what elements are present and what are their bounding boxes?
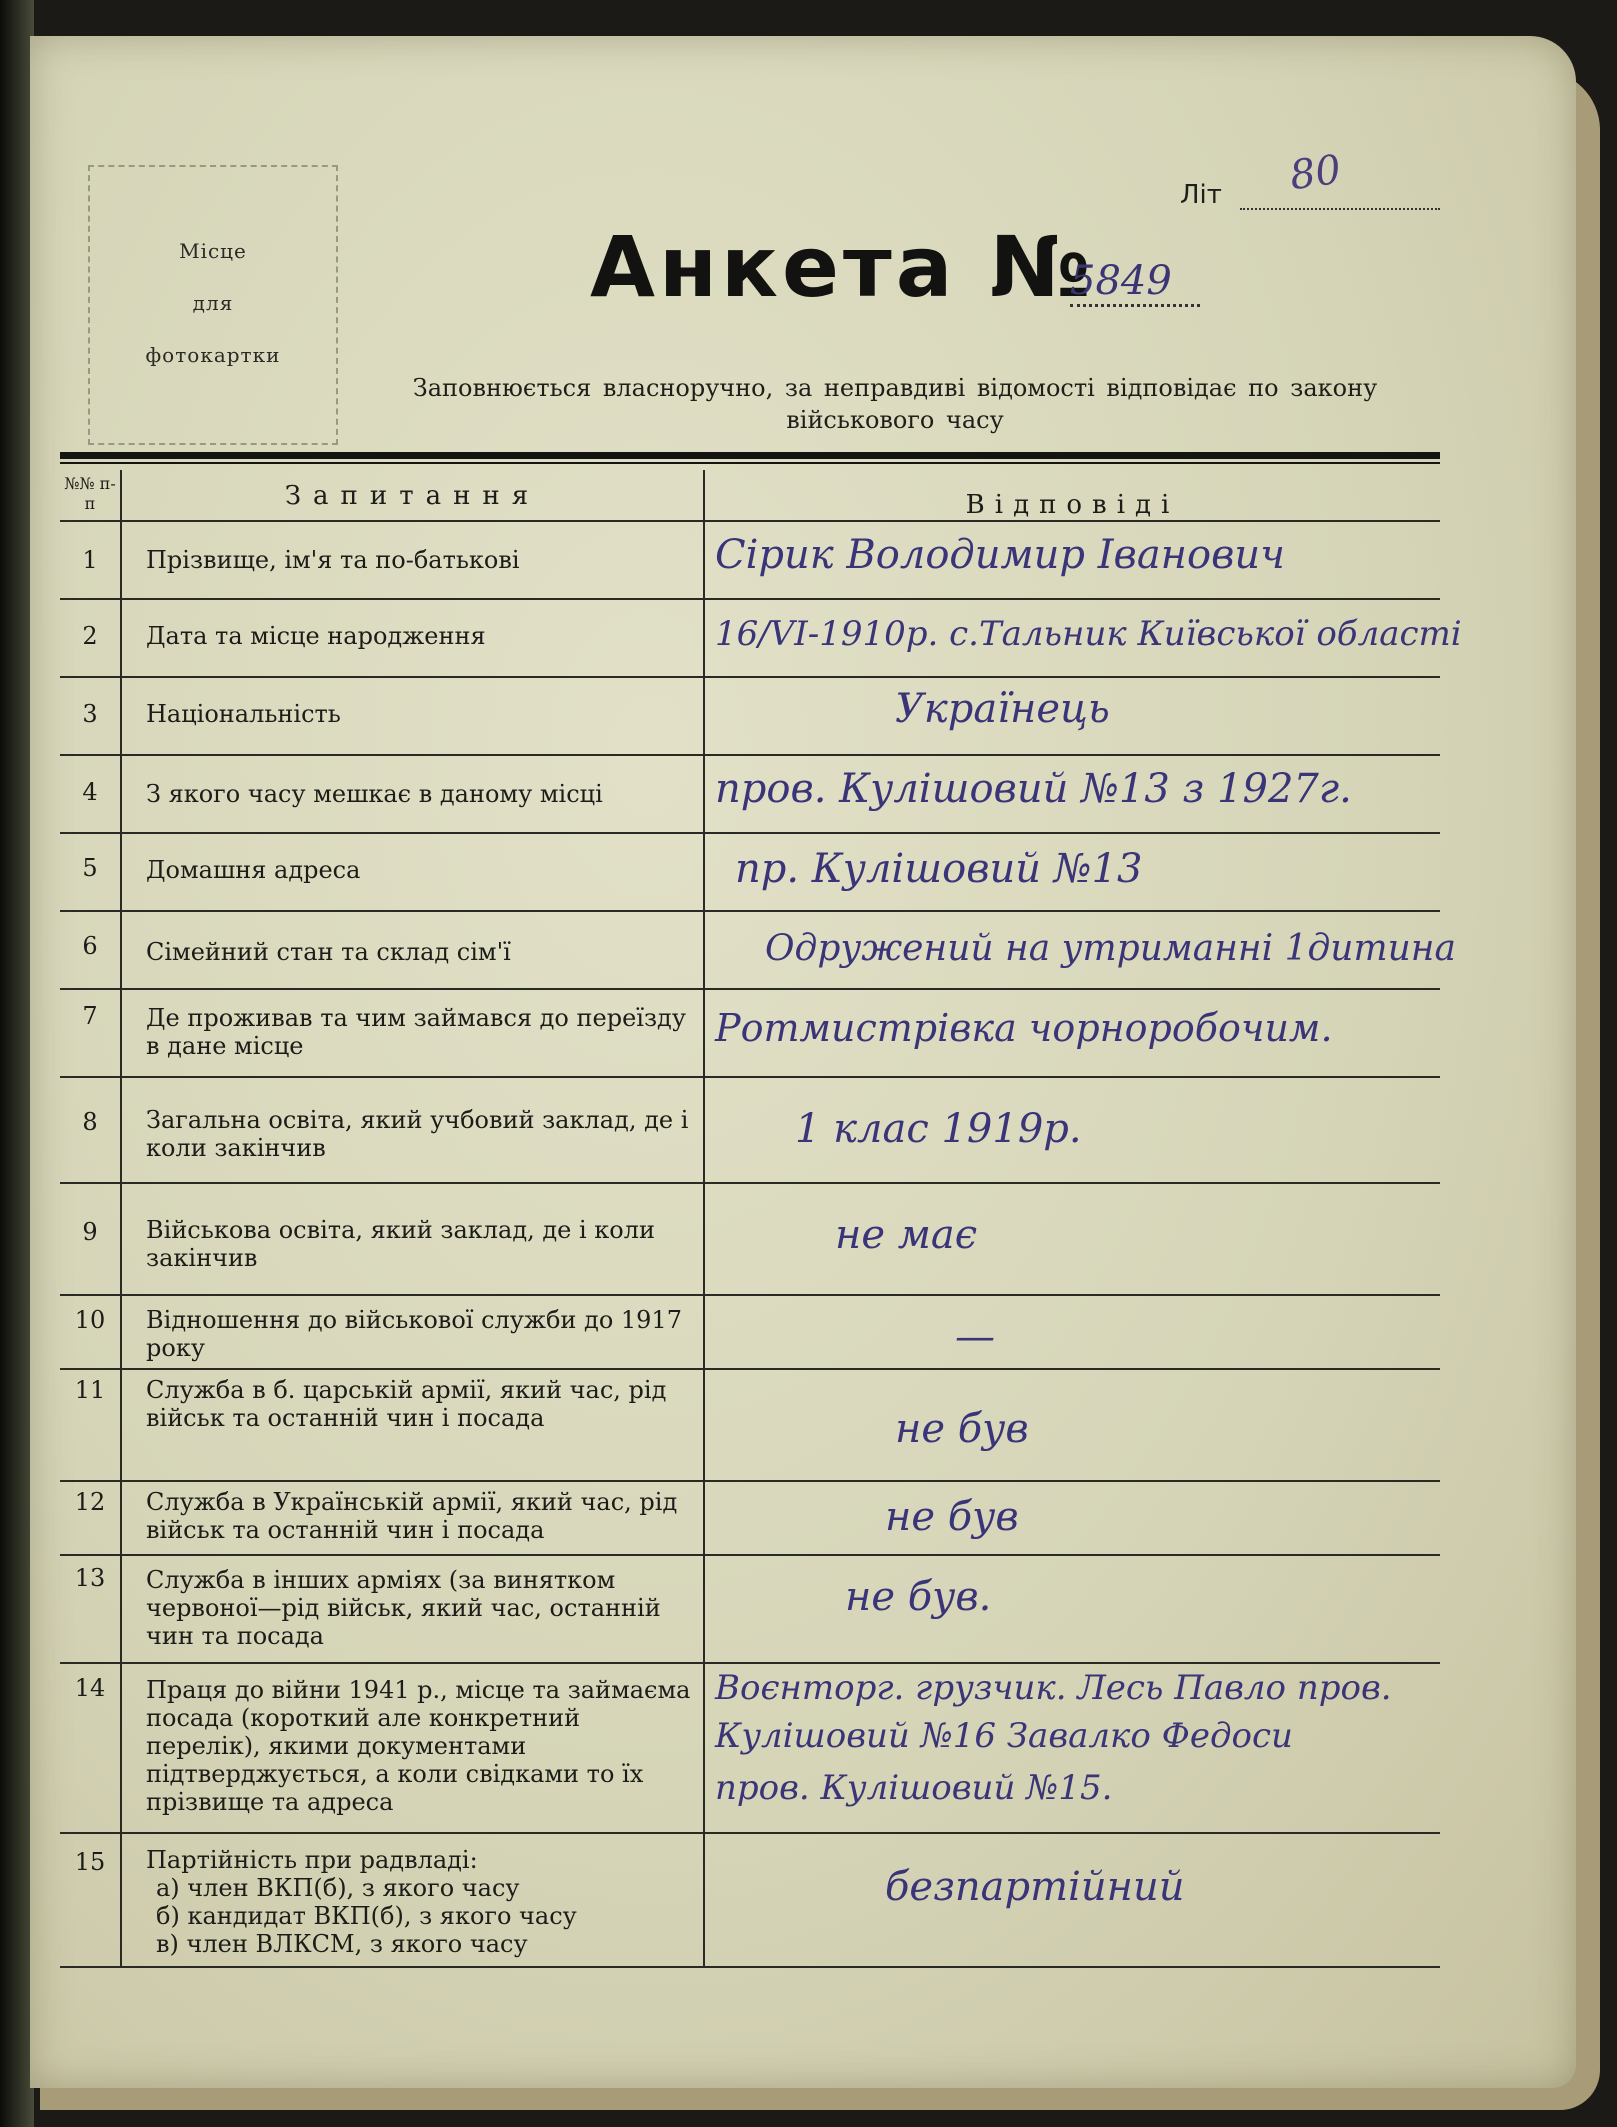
answer-cell	[705, 600, 1462, 676]
question-text: Прізвище, ім'я та по-батькові	[146, 546, 520, 574]
question-cell	[122, 834, 705, 910]
table-row	[60, 912, 1456, 990]
table-row	[60, 834, 1440, 912]
answer-text: пров. Кулішовий №13 з 1927г.	[715, 766, 1352, 812]
answer-cell	[705, 1834, 1440, 1966]
answer-text: Одружений на утриманні 1дитина	[765, 928, 1456, 969]
row-number: 13	[60, 1556, 122, 1662]
sheet-label: Літ	[1180, 180, 1222, 210]
question-text: Дата та місце народження	[146, 622, 486, 650]
photo-label-line3: фотокартки	[145, 343, 281, 367]
header-rule	[60, 452, 1440, 459]
answer-cell	[705, 1482, 1440, 1554]
row-number: 2	[60, 600, 122, 676]
row-number: 3	[60, 678, 122, 754]
question-cell	[122, 1834, 705, 1966]
col-header-question: Запитання	[122, 470, 705, 520]
row-number: 14	[60, 1664, 122, 1832]
question-cell	[122, 990, 705, 1076]
table-row	[60, 1296, 1440, 1370]
row-number: 1	[60, 522, 122, 598]
book-binding-edge	[0, 0, 34, 2127]
answer-cell	[705, 912, 1456, 988]
answer-text-line: Кулішовий №16 Завалко Федоси	[715, 1716, 1293, 1756]
photo-placeholder	[88, 165, 338, 445]
question-text-line: б) кандидат ВКП(б), з якого часу	[156, 1902, 577, 1930]
question-text: Загальна освіта, який учбовий заклад, де і коли закінчив	[146, 1106, 689, 1162]
row-number: 8	[60, 1078, 122, 1182]
row-number: 9	[60, 1184, 122, 1294]
question-cell	[122, 756, 705, 832]
answer-cell	[705, 678, 1440, 754]
table-row	[60, 1078, 1440, 1184]
question-text: Служба в інших арміях (за винятком червоної—рід військ, який час, останній чин та посада	[146, 1566, 661, 1650]
answer-cell	[705, 834, 1440, 910]
question-cell	[122, 678, 705, 754]
question-cell	[122, 1078, 705, 1182]
answer-text: безпартійний	[885, 1864, 1185, 1910]
question-cell	[122, 1184, 705, 1294]
table-row	[60, 1556, 1440, 1664]
row-number: 4	[60, 756, 122, 832]
answer-text: Сірик Володимир Іванович	[715, 532, 1286, 578]
sheet-number-line	[1240, 208, 1440, 210]
answer-cell	[705, 1664, 1440, 1832]
table-row	[60, 1834, 1440, 1968]
page-title: Анкета №	[590, 218, 1095, 316]
table-row	[60, 678, 1440, 756]
question-cell	[122, 1556, 705, 1662]
question-cell	[122, 1482, 705, 1554]
answer-cell	[705, 1370, 1440, 1480]
answer-text-line: пров. Кулішовий №15.	[715, 1768, 1113, 1808]
answer-cell	[705, 1078, 1440, 1182]
sheet-number: 80	[1287, 146, 1344, 200]
header-rule-thin	[60, 462, 1440, 464]
row-number: 7	[60, 990, 122, 1076]
answer-text: —	[955, 1314, 995, 1360]
row-number: 5	[60, 834, 122, 910]
photo-label-line2: для	[192, 291, 234, 315]
answer-text-line: Воєнторг. грузчик. Лесь Павло пров.	[715, 1668, 1392, 1708]
table-row	[60, 1664, 1440, 1834]
question-text: Національність	[146, 700, 341, 728]
question-text: Військова освіта, який заклад, де і коли закінчив	[146, 1216, 655, 1272]
answer-cell	[705, 990, 1440, 1076]
table-row	[60, 1482, 1440, 1556]
table-row	[60, 756, 1440, 834]
question-cell	[122, 522, 705, 598]
question-text-line: в) член ВЛКСМ, з якого часу	[156, 1930, 528, 1958]
page-subtitle: Заповнюється власноручно, за неправдиві відомості відповідає по закону військового часу	[412, 374, 1378, 434]
question-text-line: а) член ВКП(б), з якого часу	[156, 1874, 520, 1902]
table-row	[60, 600, 1462, 678]
table-row	[60, 1370, 1440, 1482]
answer-text: не був	[885, 1494, 1019, 1540]
question-text: З якого часу мешкає в даному місці	[146, 780, 603, 808]
question-text-line: Партійність при радвладі:	[146, 1846, 478, 1874]
answer-cell	[705, 1296, 1440, 1368]
question-text: Праця до війни 1941 р., місце та займаєма посада (короткий але конкретний перелік), якими документами підтверджується, а коли свідками то їх прізвище та адреса	[146, 1676, 691, 1816]
question-text: Служба в Українській армії, який час, рід військ та останній чин і посада	[146, 1488, 678, 1544]
row-number: 11	[60, 1370, 122, 1480]
answer-text: не має	[835, 1212, 978, 1258]
table-row	[60, 522, 1440, 600]
col-header-answer: Відповіді	[965, 490, 1180, 520]
question-text: Відношення до військової служби до 1917 року	[146, 1306, 682, 1362]
question-text: Домашня адреса	[146, 856, 361, 884]
question-cell	[122, 600, 705, 676]
table-header	[60, 470, 1440, 522]
table-row	[60, 1184, 1440, 1296]
answer-text: не був	[895, 1406, 1029, 1452]
answer-text: пр. Кулішовий №13	[735, 846, 1143, 892]
question-cell	[122, 1370, 705, 1480]
form-number: 5849	[1070, 258, 1200, 307]
question-text: Де проживав та чим займався до переїзду в дане місце	[146, 1004, 686, 1060]
row-number: 15	[60, 1834, 122, 1966]
question-text: Служба в б. царській армії, який час, рід військ та останній чин і посада	[146, 1376, 667, 1432]
question-cell	[122, 1296, 705, 1368]
row-number: 6	[60, 912, 122, 988]
col-header-number: №№ п-п	[60, 470, 122, 520]
question-text: Сімейний стан та склад сім'ї	[146, 938, 511, 966]
row-number: 12	[60, 1482, 122, 1554]
answer-cell	[705, 1556, 1440, 1662]
answer-text: не був.	[845, 1574, 992, 1620]
answer-cell	[705, 756, 1440, 832]
row-number: 10	[60, 1296, 122, 1368]
photo-label-line1: Місце	[179, 239, 247, 263]
answer-text: Ротмистрівка чорноробочим.	[715, 1006, 1333, 1050]
question-cell	[122, 1664, 705, 1832]
answer-cell	[705, 522, 1440, 598]
question-cell	[122, 912, 705, 988]
answer-cell	[705, 1184, 1440, 1294]
answer-text: 16/VI-1910р. с.Тальник Київської області	[715, 614, 1462, 654]
answer-text: Українець	[895, 686, 1110, 732]
table-row	[60, 990, 1440, 1078]
answer-text: 1 клас 1919р.	[795, 1106, 1082, 1152]
